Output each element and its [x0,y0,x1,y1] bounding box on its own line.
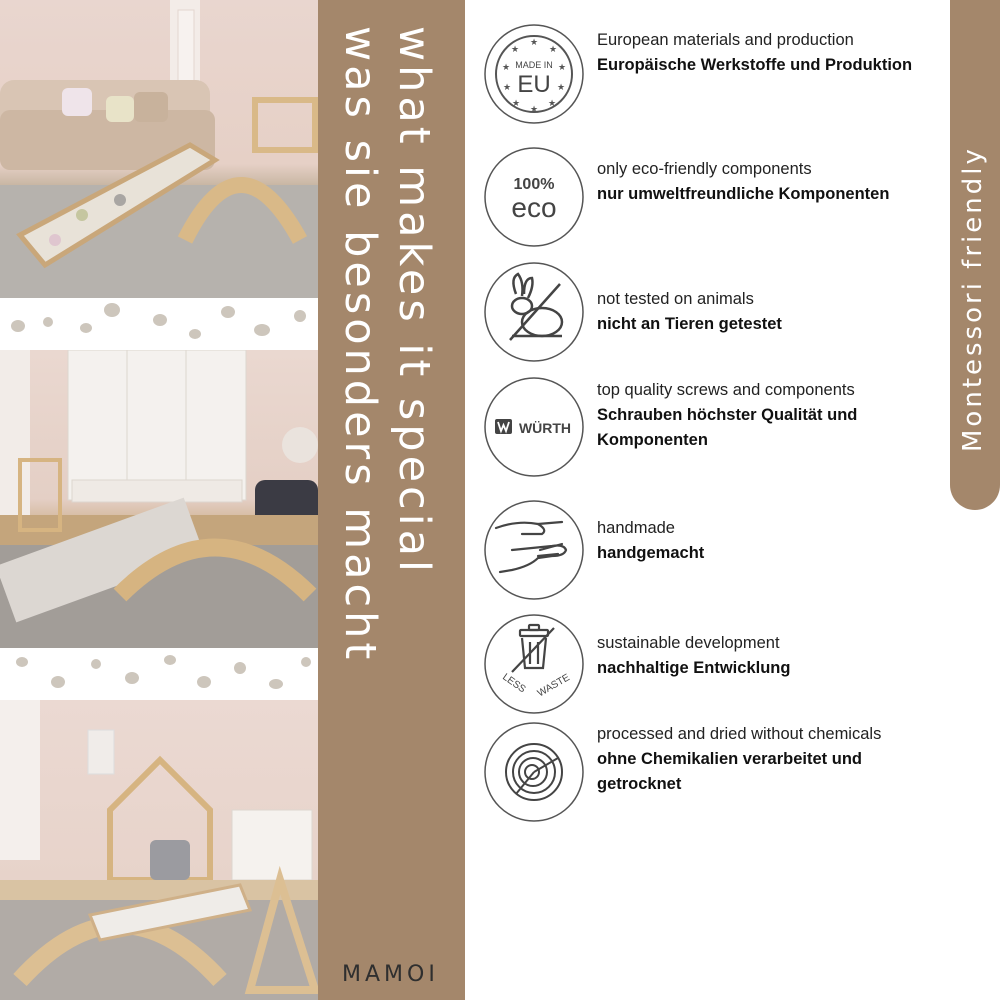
feature-text-en: European materials and production [597,31,854,49]
feature-wurth [482,375,952,485]
svg-text:★: ★ [502,83,512,93]
eco-label: eco [511,192,557,223]
made-in-label: MADE IN [515,60,553,70]
feature-text-de: Schrauben höchster Qualität und Komponenten [597,406,858,449]
rabbit-icon [482,260,586,364]
eu-label: EU [517,71,551,98]
eco-percent-label: 100% [513,176,555,193]
svg-text:★: ★ [557,63,567,73]
svg-text:★: ★ [548,45,558,55]
less-waste-icon [482,612,586,716]
feature-no-chemicals [482,720,952,830]
feature-text-de: ohne Chemikalien verarbeitet und getrocknet [597,750,862,793]
headline-german: was sie besonders macht [335,26,385,664]
headline-english: what makes it special [389,26,439,576]
feature-text-en: processed and dried without chemicals [597,725,882,743]
product-photo-bedroom [0,350,318,648]
feature-handmade [482,498,952,608]
svg-text:★: ★ [547,99,557,109]
product-photo-living-room [0,0,318,298]
eco-icon [482,145,586,249]
feature-text-en: not tested on animals [597,290,754,308]
waste-label: WASTE [535,672,572,700]
made-in-eu-icon [482,22,586,126]
feature-text-en: handmade [597,519,675,537]
feature-text-de: nicht an Tieren getestet [597,315,782,333]
product-photo-playroom [0,700,318,1000]
feature-less-waste [482,612,952,722]
svg-text:★: ★ [556,83,566,93]
hands-icon [482,498,586,602]
feature-eco [482,145,952,255]
wurth-label: WÜRTH [518,420,572,436]
feature-text-de: nachhaltige Entwicklung [597,659,791,677]
decorative-dots [0,648,318,700]
side-tab-text: Montessori friendly [958,146,988,452]
svg-text:★: ★ [529,105,539,115]
feature-text-de: nur umweltfreundliche Komponenten [597,185,890,203]
feature-text-en: sustainable development [597,634,780,652]
wurth-icon [482,375,586,479]
decorative-dots [0,298,318,350]
svg-text:★: ★ [501,63,511,73]
feature-text-de: handgemacht [597,544,705,562]
feature-not-tested-on-animals [482,260,952,370]
feature-text-en: top quality screws and components [597,381,855,399]
svg-text:★: ★ [510,45,520,55]
svg-text:★: ★ [529,38,539,48]
feature-text-de: Europäische Werkstoffe und Produktion [597,56,913,74]
less-label: LESS [500,671,528,696]
wood-rings-icon [482,720,586,824]
svg-text:★: ★ [511,99,521,109]
brand-logo: MAMOI [342,962,439,987]
feature-text-en: only eco-friendly components [597,160,812,178]
feature-made-in-eu [482,22,952,132]
